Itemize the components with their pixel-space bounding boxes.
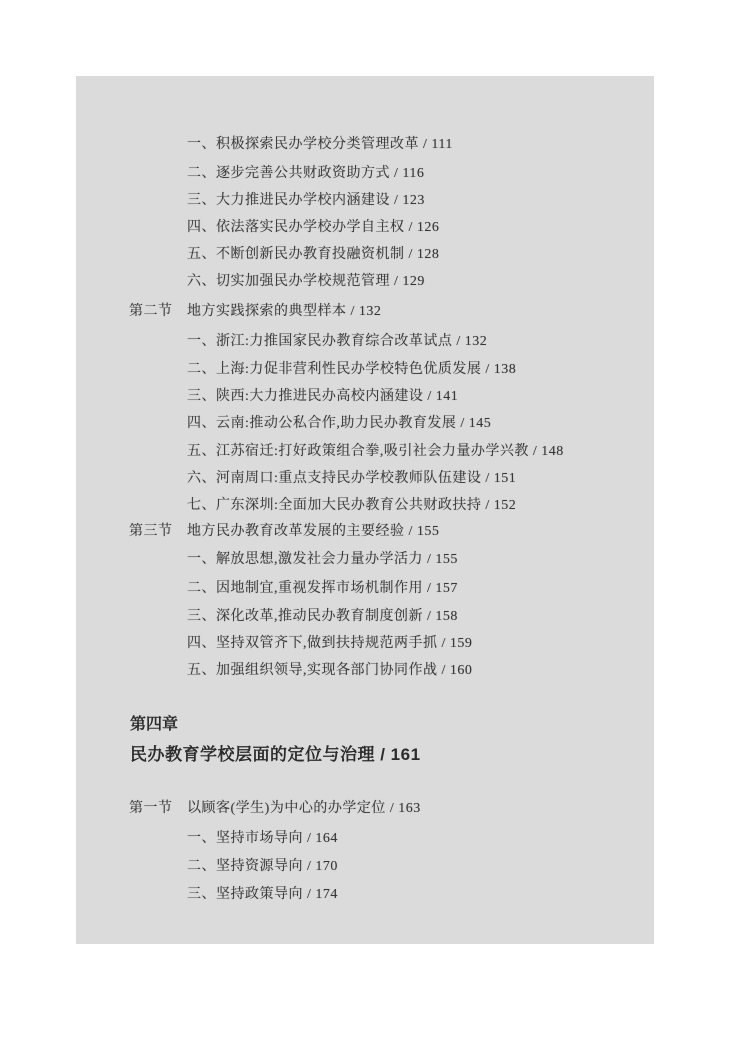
chapter-number: 第四章 bbox=[130, 716, 179, 733]
toc-item: 二、坚持资源导向 / 170 bbox=[187, 859, 338, 874]
toc-item: 四、坚持双管齐下,做到扶持规范两手抓 / 159 bbox=[187, 636, 473, 651]
toc-section bbox=[129, 522, 439, 542]
toc-section bbox=[129, 302, 381, 322]
toc-item: 三、大力推进民办学校内涵建设 / 123 bbox=[187, 193, 425, 208]
section-label: 第三节 bbox=[129, 524, 173, 539]
chapter-heading bbox=[130, 715, 421, 765]
toc-item: 五、不断创新民办教育投融资机制 / 128 bbox=[187, 247, 440, 262]
toc-item: 二、上海:力促非营利性民办学校特色优质发展 / 138 bbox=[187, 362, 517, 377]
toc-item: 五、江苏宿迁:打好政策组合拳,吸引社会力量办学兴教 / 148 bbox=[187, 444, 564, 459]
toc-section bbox=[129, 799, 421, 819]
toc-item: 二、因地制宜,重视发挥市场机制作用 / 157 bbox=[187, 581, 458, 596]
toc-item: 六、河南周口:重点支持民办学校教师队伍建设 / 151 bbox=[187, 471, 517, 486]
toc-item: 一、坚持市场导向 / 164 bbox=[187, 831, 338, 846]
toc-item: 二、逐步完善公共财政资助方式 / 116 bbox=[187, 166, 425, 181]
book-page bbox=[76, 76, 654, 944]
toc-item: 一、解放思想,激发社会力量办学活力 / 155 bbox=[187, 552, 458, 567]
section-label: 第一节 bbox=[129, 801, 173, 816]
chapter-title: 民办教育学校层面的定位与治理 / 161 bbox=[130, 745, 421, 764]
toc-item: 四、依法落实民办学校办学自主权 / 126 bbox=[187, 220, 440, 235]
toc-item: 一、积极探索民办学校分类管理改革 / 111 bbox=[187, 137, 453, 152]
toc-item: 五、加强组织领导,实现各部门协同作战 / 160 bbox=[187, 663, 473, 678]
toc-item: 七、广东深圳:全面加大民办教育公共财政扶持 / 152 bbox=[187, 498, 517, 513]
toc-item: 一、浙江:力推国家民办教育综合改革试点 / 132 bbox=[187, 334, 488, 349]
section-title: 以顾客(学生)为中心的办学定位 / 163 bbox=[187, 801, 421, 816]
toc-item: 三、坚持政策导向 / 174 bbox=[187, 887, 338, 902]
toc-item: 四、云南:推动公私合作,助力民办教育发展 / 145 bbox=[187, 416, 492, 431]
toc-item: 三、深化改革,推动民办教育制度创新 / 158 bbox=[187, 609, 458, 624]
toc-item: 三、陕西:大力推进民办高校内涵建设 / 141 bbox=[187, 389, 459, 404]
section-title: 地方民办教育改革发展的主要经验 / 155 bbox=[187, 524, 440, 539]
toc-item: 六、切实加强民办学校规范管理 / 129 bbox=[187, 274, 425, 289]
section-title: 地方实践探索的典型样本 / 132 bbox=[187, 304, 382, 319]
section-label: 第二节 bbox=[129, 304, 173, 319]
